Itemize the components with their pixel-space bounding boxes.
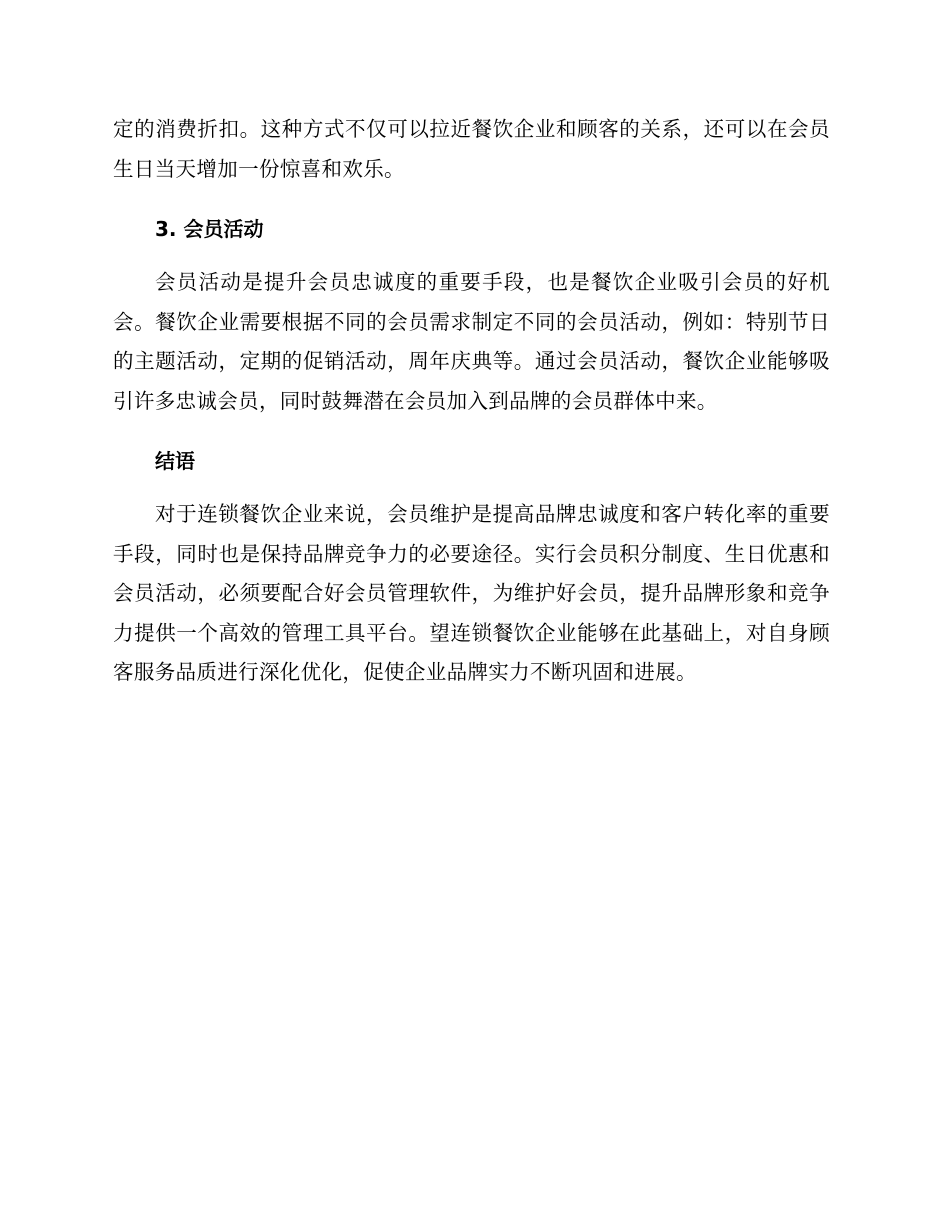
conclusion-paragraph: 对于连锁餐饮企业来说，会员维护是提高品牌忠诚度和客户转化率的重要手段，同时也是保持品牌竞争力的必要途径。实行会员积分制度、生日优惠和会员活动，必须要配合好会员管理软件，为维护好会员，提升品牌形象和竞争力提供一个高效的管理工具平台。望连锁餐饮企业能够在此基础上，对自身顾客服务品质进行深化优化，促使企业品牌实力不断巩固和进展。 bbox=[113, 502, 830, 684]
member-activities-paragraph: 会员活动是提升会员忠诚度的重要手段，也是餐饮企业吸引会员的好机会。餐饮企业需要根据不同的会员需求制定不同的会员活动，例如：特别节日的主题活动，定期的促销活动，周年庆典等。通过会员活动，餐饮企业能够吸引许多忠诚会员，同时鼓舞潜在会员加入到品牌的会员群体中来。 bbox=[113, 270, 830, 413]
continuation-paragraph: 定的消费折扣。这种方式不仅可以拉近餐饮企业和顾客的关系，还可以在会员生日当天增加一份惊喜和欢乐。 bbox=[113, 117, 830, 181]
section-heading-conclusion: 结语 bbox=[155, 449, 195, 473]
section-heading-member-activities: 3. 会员活动 bbox=[155, 217, 264, 241]
document-page bbox=[113, 110, 830, 693]
